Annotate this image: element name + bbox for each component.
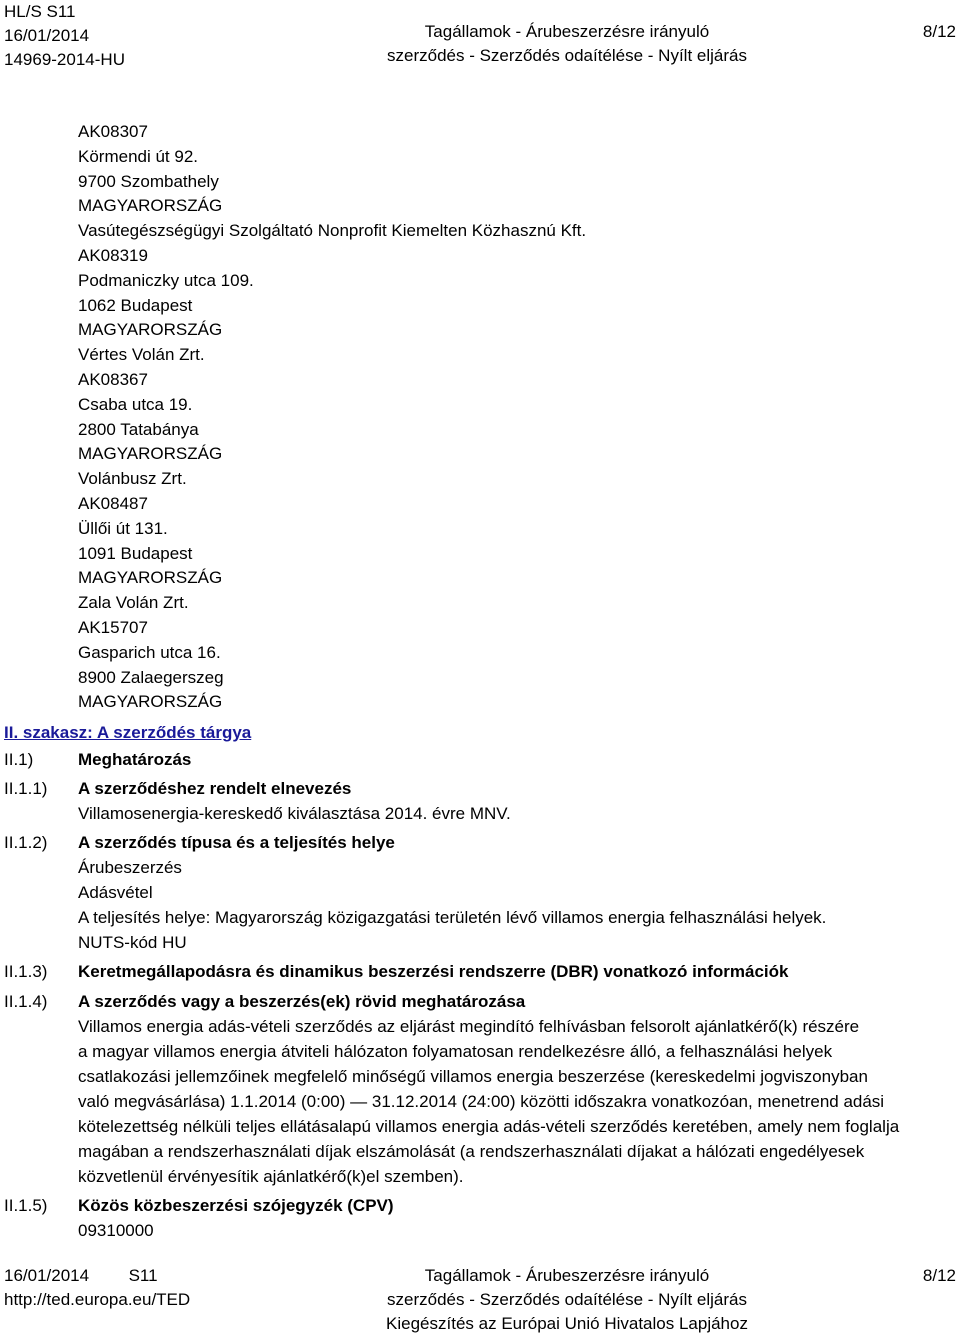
footer-line2: szerződés - Szerződés odaítélése - Nyílt eljárás [387, 1290, 747, 1309]
address-line: Gasparich utca 16. [78, 642, 221, 662]
address-line: Üllői út 131. [78, 518, 168, 538]
address-line: Vasútegészségügyi Szolgáltató Nonprofit Kiemelten Közhasznú Kft. [78, 221, 587, 241]
page-header-title [292, 20, 842, 68]
address-line: MAGYARORSZÁG [78, 692, 223, 712]
section-heading: Keretmegállapodásra és dinamikus beszerzési rendszerre (DBR) vonatkozó információk [78, 962, 789, 981]
section-number: II.1.5) [4, 1196, 48, 1215]
section-II-1 [4, 747, 940, 772]
address-line: MAGYARORSZÁG [78, 568, 223, 588]
place-of-performance: A teljesítés helye: Magyarország közigazgatási területén lévő villamos energia felhasználási helyek. [78, 908, 827, 927]
address-list [78, 120, 586, 715]
address-line: AK08367 [78, 369, 148, 389]
section-II-1-3 [4, 959, 940, 984]
address-line: AK08319 [78, 245, 148, 265]
address-line: Körmendi út 92. [78, 146, 199, 166]
doc-id: HL/S S11 [4, 2, 76, 21]
contract-subtype: Adásvétel [78, 883, 153, 902]
footer-page-number: 8/12 [922, 1266, 956, 1285]
section-heading: A szerződés típusa és a teljesítés helye [78, 833, 395, 852]
notice-number: 14969-2014-HU [4, 50, 125, 69]
address-line: 1091 Budapest [78, 543, 193, 563]
description-line: való megvásárlása) 1.1.2014 (0:00) — 31.12.2014 (24:00) közötti időszakra vonatkozóan, menetrend adási [78, 1092, 885, 1111]
header-title-line2: szerződés - Szerződés odaítélése - Nyílt eljárás [387, 46, 747, 65]
description-line: közvetlenül érvényesítik ajánlatkérő(k)el szemben). [78, 1167, 464, 1186]
section-heading: Meghatározás [78, 750, 192, 769]
description-line: magában a rendszerhasználati díjak elszámolását (a rendszerhasználati díjakat a hálózati engedélyesek [78, 1142, 865, 1161]
address-line: MAGYARORSZÁG [78, 444, 223, 464]
address-line: MAGYARORSZÁG [78, 320, 223, 340]
section-number: II.1) [4, 750, 34, 769]
address-line: Podmaniczky utca 109. [78, 270, 254, 290]
page-footer-center [292, 1264, 842, 1336]
description-line: kötelezettség nélküli teljes ellátásalapú villamos energia adás-vételi szerződés keretében, amely nem foglalja [78, 1117, 900, 1136]
contract-type: Árubeszerzés [78, 858, 182, 877]
footer-date: 16/01/2014 [4, 1266, 90, 1285]
footer-series: S11 [128, 1266, 158, 1285]
address-line: AK08487 [78, 493, 148, 513]
header-date: 16/01/2014 [4, 26, 90, 45]
description-line: csatlakozási jellemzőinek megfelelő minőségű villamos energia beszerzése (kereskedelmi jogviszonyban [78, 1067, 868, 1086]
header-title-line1: Tagállamok - Árubeszerzésre irányuló [424, 22, 710, 41]
section-title: II. szakasz: A szerződés tárgya [4, 723, 252, 742]
header-page-number: 8/12 [922, 22, 956, 41]
page-header-left [4, 0, 125, 72]
address-line: AK08307 [78, 122, 148, 141]
section-number: II.1.2) [4, 833, 48, 852]
address-line: 8900 Zalaegerszeg [78, 667, 224, 687]
contract-name: Villamosenergia-kereskedő kiválasztása 2014. évre MNV. [78, 804, 511, 823]
footer-line3: Kiegészítés az Európai Unió Hivatalos Lapjához [386, 1314, 748, 1333]
address-line: 1062 Budapest [78, 295, 193, 315]
address-line: 2800 Tatabánya [78, 419, 199, 439]
address-line: 9700 Szombathely [78, 171, 219, 191]
address-line: AK15707 [78, 617, 148, 637]
section-heading: A szerződés vagy a beszerzés(ek) rövid meghatározása [78, 992, 526, 1011]
section-heading: Közös közbeszerzési szójegyzék (CPV) [78, 1196, 394, 1215]
footer-url[interactable]: http://ted.europa.eu/TED [4, 1290, 191, 1309]
cpv-code: 09310000 [78, 1221, 154, 1240]
section-heading: A szerződéshez rendelt elnevezés [78, 779, 352, 798]
section-number: II.1.1) [4, 779, 48, 798]
address-line: Volánbusz Zrt. [78, 469, 187, 489]
section-number: II.1.3) [4, 962, 48, 981]
footer-line1: Tagállamok - Árubeszerzésre irányuló [424, 1266, 710, 1285]
description-line: Villamos energia adás-vételi szerződés az eljárást megindító felhívásban felsorolt ajánlatkérő(k) részére [78, 1017, 860, 1036]
address-line: Csaba utca 19. [78, 394, 193, 414]
address-line: MAGYARORSZÁG [78, 196, 223, 216]
description-line: a magyar villamos energia átviteli hálózaton folyamatosan rendelkezésre álló, a felhasználási helyek [78, 1042, 833, 1061]
section-number: II.1.4) [4, 992, 48, 1011]
nuts-code: NUTS-kód HU [78, 933, 187, 952]
address-line: Zala Volán Zrt. [78, 593, 189, 613]
page-footer-left [4, 1264, 190, 1312]
short-description [78, 1014, 940, 1189]
address-line: Vértes Volán Zrt. [78, 345, 205, 365]
